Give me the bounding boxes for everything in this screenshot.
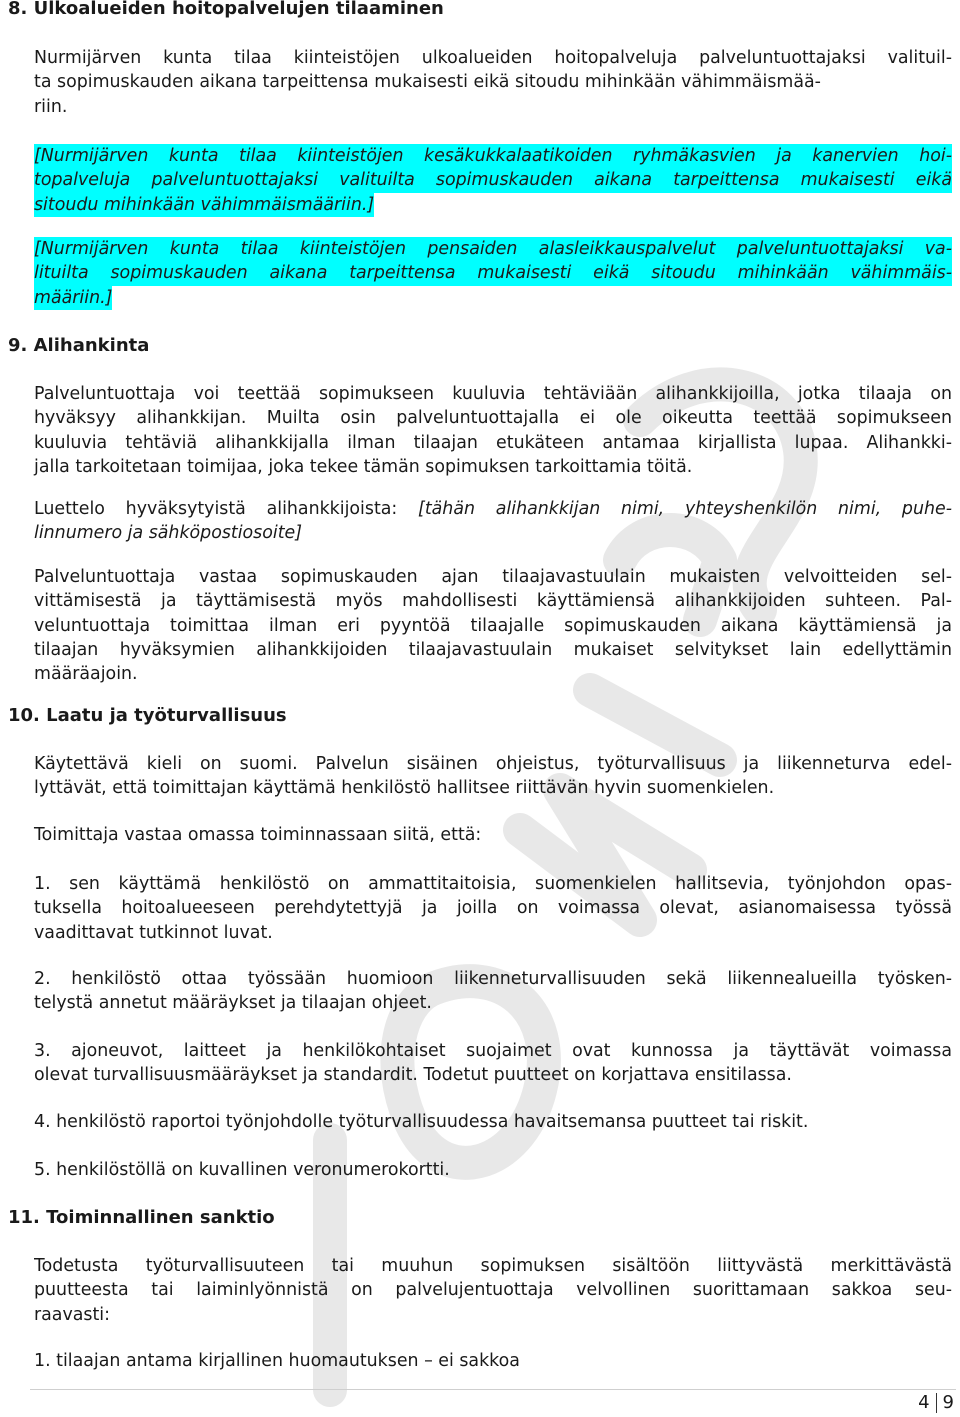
section-heading-8: 8. Ulkoalueiden hoitopalvelujen tilaaminen xyxy=(8,0,444,19)
list-item-1: 1. sen käyttämä henkilöstö on ammattitaitoisia, suomenkielen hallitsevia, työnjohdon opas- tuksella hoitoalueeseen perehdytettyjä ja joilla on voimassa olevat, asianomaisessa työssä vaadittavat tutkinnot luvat. xyxy=(34,874,952,943)
section-heading-9: 9. Alihankinta xyxy=(8,335,150,356)
footer-divider xyxy=(30,1389,956,1390)
list-item-3: 3. ajoneuvot, laitteet ja henkilökohtaiset suojaimet ovat kunnossa ja täyttävät voimassa olevat turvallisuusmääräykset ja standardit. Todetut puutteet on korjattava ensitilassa. xyxy=(34,1041,952,1086)
section-10-paragraph-2: Toimittaja vastaa omassa toiminnassaan siitä, että: xyxy=(34,825,482,845)
list-item-5: 5. henkilöstöllä on kuvallinen veronumerokortti. xyxy=(34,1160,450,1180)
section-heading-11: 11. Toiminnallinen sanktio xyxy=(8,1207,275,1228)
section-11-paragraph-1: Todetusta työturvallisuuteen tai muuhun sopimuksen sisältöön liittyvästä merkittävästä puutteesta tai laiminlyönnistä on palvelujentuottaja velvollinen suorittamaan sakkoa seu- raavasti: xyxy=(34,1256,952,1325)
current-page: 4 xyxy=(918,1392,930,1413)
section-9-paragraph-1: Palveluntuottaja voi teettää sopimukseen kuuluvia tehtäviään alihankkijoilla, jotka tilaaja on hyväksyy alihankkijan. Muilta osin palveluntuottajalla ei ole oikeutta teettää sopimukseen kuuluvia tehtäviä alihankkijalla ilman tilaajan etukäteen antamaa kirjallista lupaa. Alihankki- jalla tarkoitetaan toimijaa, joka tekee tämän sopimuksen tarkoittamia töitä. xyxy=(34,384,952,477)
page-separator xyxy=(936,1393,937,1413)
section-heading-10: 10. Laatu ja työturvallisuus xyxy=(8,705,287,726)
sanction-item-1: 1. tilaajan antama kirjallinen huomautuksen – ei sakkoa xyxy=(34,1351,520,1371)
list-item-2: 2. henkilöstö ottaa työssään huomioon liikenneturvallisuuden sekä liikennealueilla työsken- telystä annetut määräykset ja tilaajan ohjeet. xyxy=(34,969,952,1014)
highlighted-option-1: [Nurmijärven kunta tilaa kiinteistöjen kesäkukkalaatikoiden ryhmäkasvien ja kanervien hoi- topalveluja palveluntuottajaksi valituilta sopimuskauden aikana tarpeittensa mukaisesti eikä sitoudu mihinkään vähimmäismääriin.] xyxy=(34,144,952,217)
section-10-paragraph-1: Käytettävä kieli on suomi. Palvelun sisäinen ohjeistus, työturvallisuus ja liikenneturva edel- lyttävät, että toimittajan käyttämä henkilöstö hallitsee riittävän hyvin suomenkielen. xyxy=(34,754,952,799)
section-9-paragraph-2: Luettelo hyväksytyistä alihankkijoista: [tähän alihankkijan nimi, yhteyshenkilön nimi, puhe- linnumero ja sähköpostiosoite] xyxy=(34,499,952,544)
list-item-4: 4. henkilöstö raportoi työnjohdolle työturvallisuudessa havaitsemansa puutteet tai riskit. xyxy=(34,1112,809,1132)
total-pages: 9 xyxy=(942,1392,954,1413)
page-number xyxy=(918,1391,954,1415)
section-9-paragraph-3: Palveluntuottaja vastaa sopimuskauden ajan tilaajavastuulain mukaisten velvoitteiden sel- vittämisestä ja täyttämisestä myös mahdollisesti käyttämiensä alihankkijoiden suhteen. Pal- veluntuottaja toimittaa ilman eri pyyntöä tilaajalle sopimuskauden aikana käyttämiensä ja tilaajan hyväksymien alihankkijoiden tilaajavastuulain mukaiset selvitykset lain edellyttämin määräajoin. xyxy=(34,567,952,685)
section-8-paragraph: Nurmijärven kunta tilaa kiinteistöjen ulkoalueiden hoitopalveluja palveluntuottajaksi valituil- ta sopimuskauden aikana tarpeittensa mukaisesti eikä sitoudu mihinkään vähimmäismää- riin. xyxy=(34,48,952,117)
highlighted-option-2: [Nurmijärven kunta tilaa kiinteistöjen pensaiden alasleikkauspalvelut palveluntuottajaksi va- lituilta sopimuskauden aikana tarpeittensa mukaisesti eikä sitoudu mihinkään vähimmäis- määriin.] xyxy=(34,237,952,310)
